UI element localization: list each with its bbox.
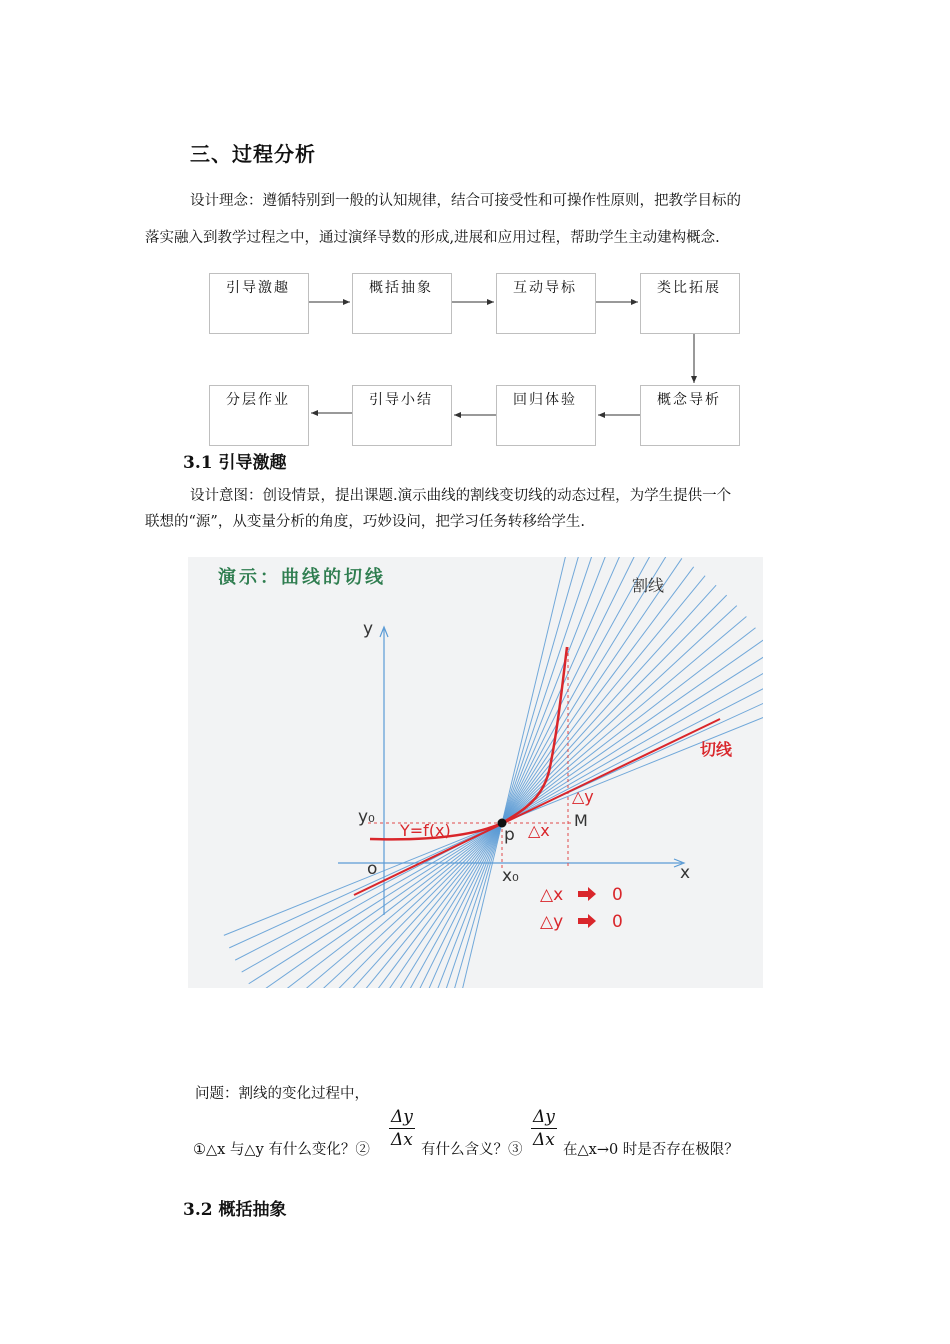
secant-line <box>229 690 763 948</box>
x0-label: x₀ <box>502 866 519 886</box>
flow-box-label: 引导激趣 <box>226 280 290 296</box>
secant-line <box>301 585 716 988</box>
delta-y-label: △y <box>572 787 594 806</box>
limit-arrow-y <box>578 914 596 928</box>
fraction-numerator: Δy <box>533 1107 555 1127</box>
origin-label: o <box>367 859 378 879</box>
tangent-label: 切线 <box>700 740 733 759</box>
limit-zero-x: 0 <box>612 885 623 905</box>
section-31-intent-line1: 设计意图：创设情景，提出课题.演示曲线的割线变切线的动态过程，为学生提供一个 <box>190 488 732 504</box>
secant-line <box>242 664 763 972</box>
tangent-line <box>354 719 720 895</box>
y0-label: y₀ <box>358 807 375 827</box>
question-2: 有什么含义？③ <box>421 1142 523 1158</box>
question-1: ①△x 与△y 有什么变化？② <box>193 1142 370 1158</box>
x-axis-label: x <box>680 863 691 883</box>
secant-label: 割线 <box>632 576 665 595</box>
limit-zero-y: 0 <box>612 912 623 932</box>
fraction-dy-dx-1 <box>389 1106 415 1151</box>
secant-lines <box>224 557 763 988</box>
flow-box-label: 概念导析 <box>657 392 721 408</box>
flow-box-label: 引导小结 <box>369 392 433 408</box>
design-concept-line1: 设计理念：遵循特别到一般的认知规律，结合可接受性和可操作性原则，把教学目标的 <box>190 193 741 209</box>
tangent-demo-svg <box>188 557 763 988</box>
delta-x-label: △x <box>528 821 550 840</box>
tangent-demo-figure <box>188 557 763 988</box>
question-3: 在△x→0 时是否存在极限？ <box>563 1142 739 1158</box>
fraction-denominator: Δx <box>391 1130 413 1150</box>
section-title: 三、过程分析 <box>190 142 316 166</box>
secant-line <box>419 557 590 988</box>
secant-line <box>369 557 645 988</box>
section-31-intent-line2: 联想的“源”，从变量分析的角度，巧妙设问，把学习任务转移给学生. <box>145 514 585 530</box>
flow-box-label: 互动导标 <box>513 280 577 296</box>
secant-line <box>381 557 631 988</box>
section-31-title: 3.1 引导激趣 <box>183 453 287 473</box>
question-intro: 问题：割线的变化过程中， <box>195 1086 369 1102</box>
curve-label: Y=f(x) <box>400 821 451 840</box>
fraction-denominator: Δx <box>533 1130 555 1150</box>
figure-title: 演示：曲线的切线 <box>218 567 386 588</box>
limit-delta-y: △y <box>540 912 564 932</box>
limit-arrows <box>578 887 596 928</box>
section-32-title: 3.2 概括抽象 <box>183 1200 287 1220</box>
point-m-label: M <box>574 811 588 830</box>
flow-box-label: 类比拓展 <box>657 280 721 296</box>
secant-line <box>333 558 681 988</box>
flow-arrows <box>0 0 950 460</box>
fraction-dy-dx-2 <box>531 1106 557 1151</box>
y-axis-label: y <box>363 619 374 639</box>
point-p-label: p <box>504 825 515 845</box>
design-concept-line2: 落实融入到教学过程之中，通过演绎导数的形成,进展和应用过程，帮助学生主动建构概念. <box>145 230 720 246</box>
flow-box-label: 概括抽象 <box>369 280 433 296</box>
flow-box-label: 回归体验 <box>513 392 577 408</box>
flow-box-label: 分层作业 <box>226 392 290 408</box>
limit-delta-x: △x <box>540 885 564 905</box>
secant-line <box>322 567 693 988</box>
limit-arrow-x <box>578 887 596 901</box>
fraction-numerator: Δy <box>391 1107 413 1127</box>
